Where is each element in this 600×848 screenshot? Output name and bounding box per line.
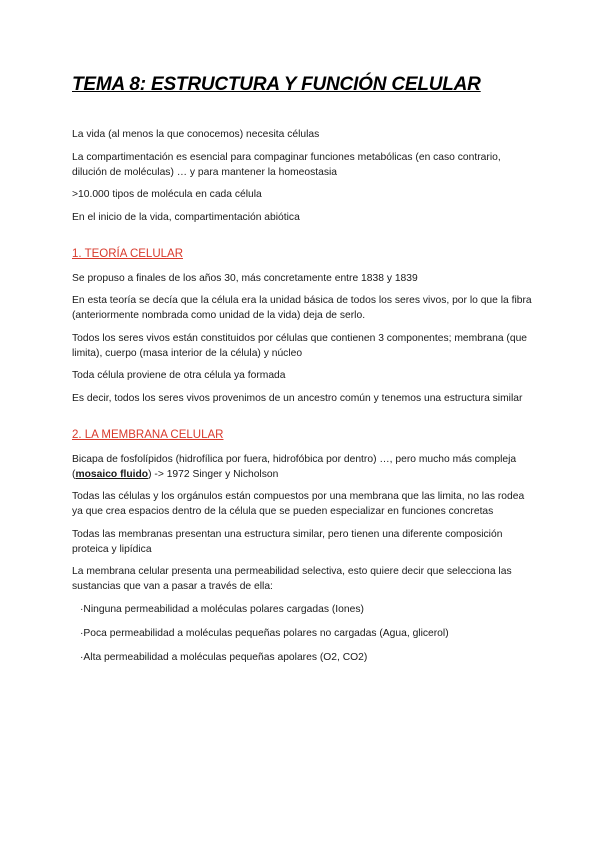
section2-paragraph: Todas las membranas presentan una estructura similar, pero tienen una diferente composición proteica y lipídica bbox=[72, 528, 503, 555]
intro-paragraph: La compartimentación es esencial para compaginar funciones metabólicas (en caso contrario, dilución de moléculas) … y para mantener la homeostasia bbox=[72, 151, 501, 178]
section2-paragraph bbox=[72, 452, 534, 482]
section1-paragraph: En esta teoría se decía que la célula era la unidad básica de todos los seres vivos, por lo que la fibra (anteriormente nombrada como unidad de la vida) deja de serlo. bbox=[72, 295, 532, 321]
section1-paragraph: Se propuso a finales de los años 30, más concretamente entre 1838 y 1839 bbox=[72, 272, 418, 284]
text-run: ) -> 1972 Singer y Nicholson bbox=[148, 468, 279, 480]
page-title: TEMA 8: ESTRUCTURA Y FUNCIÓN CELULAR bbox=[72, 74, 481, 95]
section-heading-teoria-celular: 1. TEORÍA CELULAR bbox=[72, 247, 183, 260]
intro-paragraph: La vida (al menos la que conocemos) necesita células bbox=[72, 129, 320, 140]
section1-paragraph: Es decir, todos los seres vivos provenimos de un ancestro común y tenemos una estructura similar bbox=[72, 392, 523, 404]
section-heading-membrana-celular: 2. LA MEMBRANA CELULAR bbox=[72, 428, 224, 441]
list-item: ·Ninguna permeabilidad a moléculas polares cargadas (Iones) bbox=[80, 603, 364, 615]
section1-paragraph: Todos los seres vivos están constituidos por células que contienen 3 componentes; membrana (que limita), cuerpo (masa interior de la célula) y núcleo bbox=[72, 332, 528, 359]
section2-paragraph: Todas las células y los orgánulos están compuestos por una membrana que las limita, no las rodea ya que crea espacios dentro de la célula que se pueden especializar en funciones concretas bbox=[72, 491, 525, 517]
text-run: Bicapa de fosfolípidos (hidrofílica por fuera, hidrofóbica por dentro) …, pero mucho más compleja ( bbox=[72, 453, 517, 480]
list-item: ·Alta permeabilidad a moléculas pequeñas apolares (O2, CO2) bbox=[80, 651, 368, 663]
emphasis-mosaico-fluido: mosaico fluido bbox=[75, 468, 149, 480]
list-item: ·Poca permeabilidad a moléculas pequeñas polares no cargadas (Agua, glicerol) bbox=[80, 627, 449, 639]
intro-paragraph: En el inicio de la vida, compartimentación abiótica bbox=[72, 211, 300, 223]
section2-paragraph: La membrana celular presenta una permeabilidad selectiva, esto quiere decir que selecciona las sustancias que van a pasar a través de ella: bbox=[72, 566, 512, 592]
section1-paragraph: Toda célula proviene de otra célula ya formada bbox=[72, 370, 286, 381]
document-body bbox=[72, 127, 534, 674]
intro-paragraph: >10.000 tipos de molécula en cada célula bbox=[72, 189, 262, 200]
